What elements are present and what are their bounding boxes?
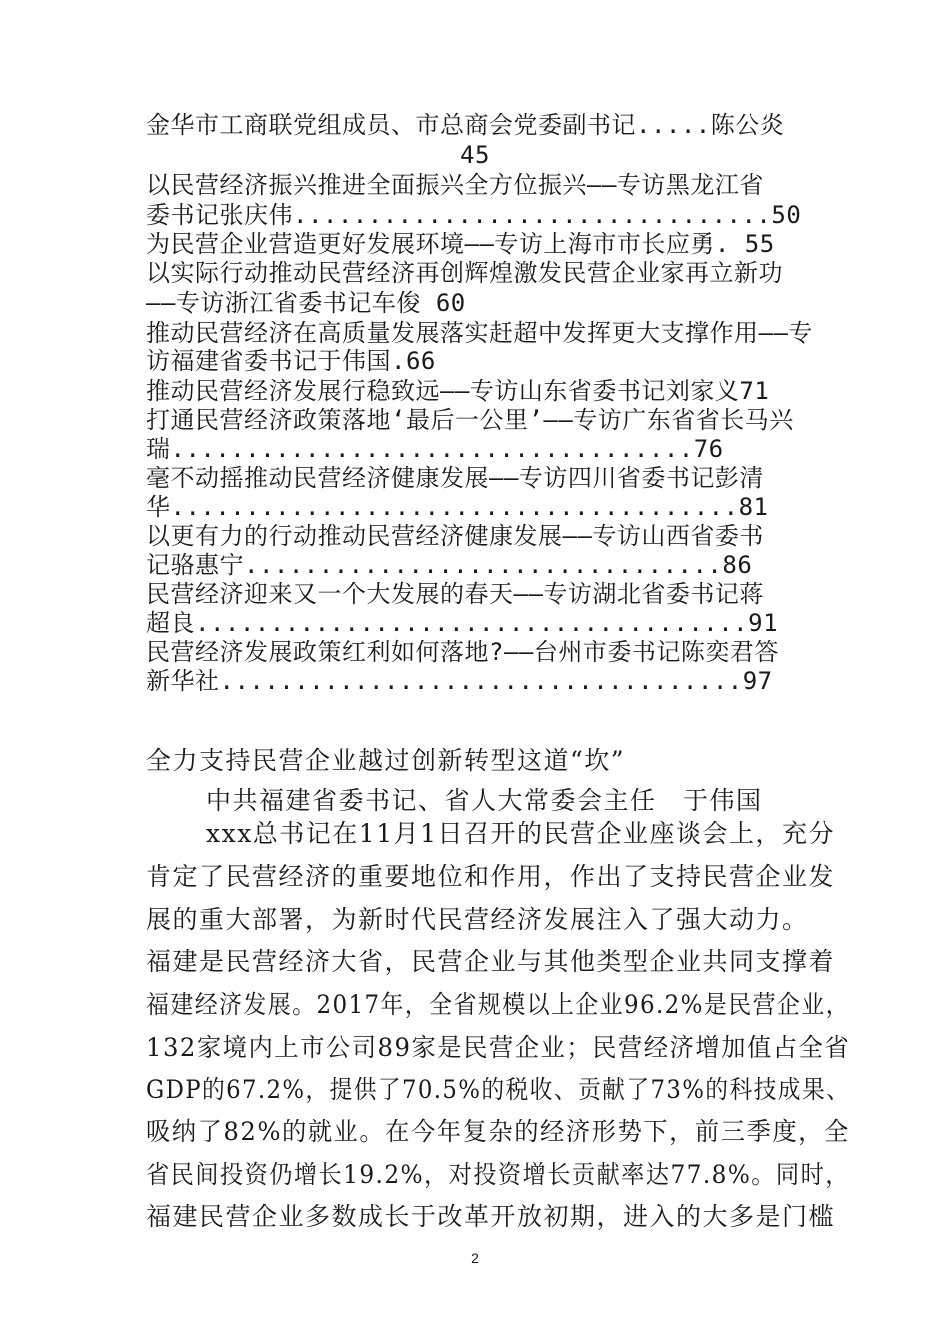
paragraph-line: 132家境内上市公司89家是民营企业；民营经济增加值占全省 — [146, 1033, 851, 1062]
paragraph-line: 福建是民营经济大省，民营企业与其他类型企业共同支撑着 — [146, 947, 836, 976]
toc-line: 以实际行动推动民营经济再创辉煌激发民营企业家再立新功 — [146, 259, 783, 287]
toc-line: 推动民营经济在高质量发展落实赶超中发挥更大支撑作用——专 — [146, 319, 813, 347]
paragraph-line: 福建民营企业多数成长于改革开放初期，进入的大多是门槛 — [146, 1202, 836, 1231]
paragraph-line: 福建经济发展。2017年，全省规模以上企业96.2%是民营企业， — [146, 990, 850, 1019]
toc-line: 以更有力的行动推动民营经济健康发展——专访山西省委书 — [146, 522, 764, 550]
toc-line: 瑞...................................76 — [146, 435, 724, 463]
toc-line: 以民营经济振兴推进全面振兴全方位振兴——专访黑龙江省 — [146, 171, 764, 199]
paragraph-line: 展的重大部署，为新时代民营经济发展注入了强大动力。 — [146, 905, 809, 934]
toc-line: 民营经济迎来又一个大发展的春天——专访湖北省委书记蒋 — [146, 580, 764, 608]
paragraph-line: 省民间投资仍增长19.2%，对投资增长贡献率达77.8%。同时， — [146, 1160, 850, 1189]
toc-line: 访福建省委书记于伟国.66 — [146, 347, 436, 375]
toc-line: 为民营企业营造更好发展环境——专访上海市市长应勇. 55 — [146, 230, 775, 258]
toc-line: ——专访浙江省委书记车俊 60 — [146, 289, 466, 317]
article-byline: 中共福建省委书记、省人大常委会主任 于伟国 — [206, 786, 763, 815]
toc-line: 推动民营经济发展行稳致远——专访山东省委书记刘家义71 — [146, 377, 770, 405]
toc-line: 超良.....................................91 — [146, 609, 779, 637]
paragraph-line: 吸纳了82%的就业。在今年复杂的经济形势下，前三季度，全 — [146, 1117, 850, 1146]
paragraph-line: GDP的67.2%，提供了70.5%的税收、贡献了73%的科技成果、 — [146, 1075, 851, 1104]
toc-line: 打通民营经济政策落地‘最后一公里’——专访广东省省长马兴 — [146, 406, 794, 434]
article-title: 全力支持民营企业越过创新转型这道“坎” — [146, 746, 626, 775]
toc-line: 华......................................81 — [146, 493, 769, 521]
page-number: 2 — [471, 1250, 479, 1266]
toc-line: 委书记张庆伟................................50 — [146, 201, 802, 229]
toc-line: 金华市工商联党组成员、市总商会党委副书记.....陈公炎 — [146, 111, 785, 139]
toc-line: 新华社...................................97 — [146, 667, 773, 695]
paragraph-line: xxx总书记在11月1日召开的民营企业座谈会上，充分 — [206, 819, 836, 848]
toc-line: 民营经济发展政策红利如何落地?——台州市委书记陈奕君答 — [146, 638, 779, 666]
toc-page-ref: 45 — [460, 141, 490, 169]
toc-line: 记骆惠宁................................86 — [146, 551, 753, 579]
toc-line: 毫不动摇推动民营经济健康发展——专访四川省委书记彭清 — [146, 464, 764, 492]
paragraph-line: 肯定了民营经济的重要地位和作用，作出了支持民营企业发 — [146, 862, 836, 891]
